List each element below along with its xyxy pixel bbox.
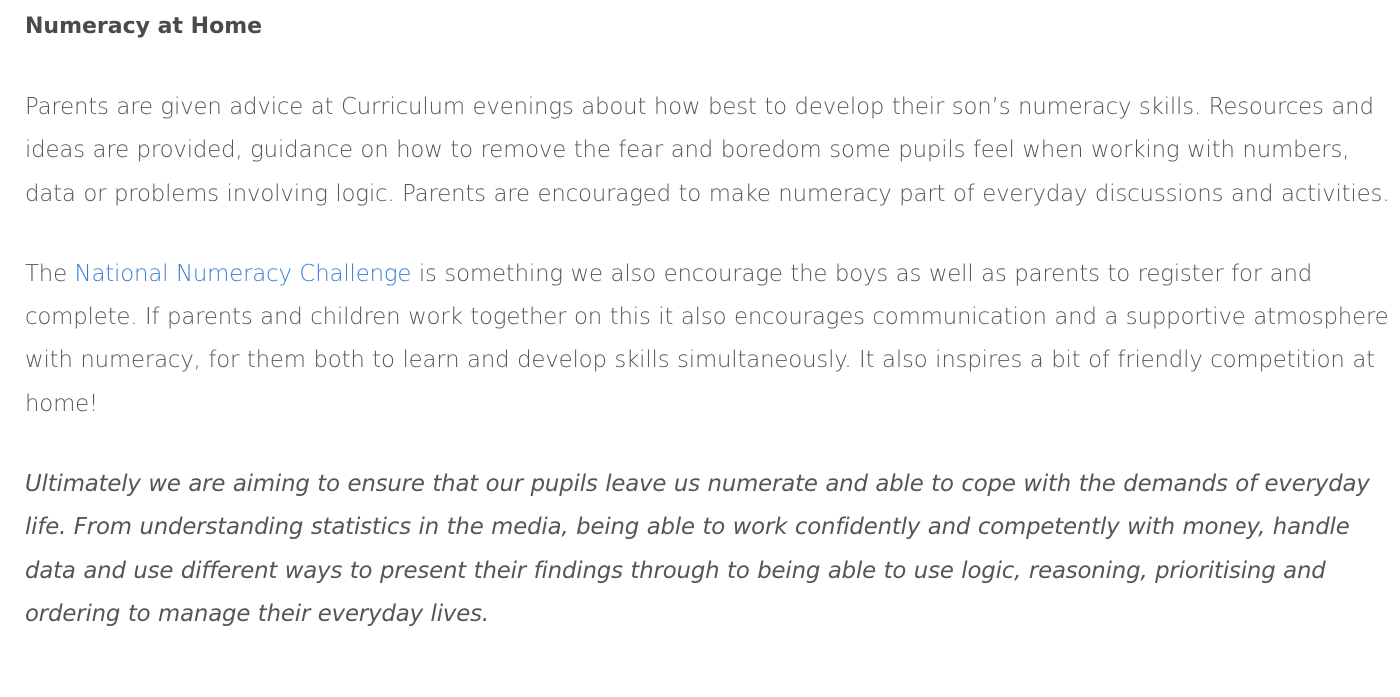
paragraph-aims-italic: Ultimately we are aiming to ensure that our pupils leave us numerate and able to cope with the demands of everyday life. From understanding statistics in the media, being able to work confidently and competently with money, handle data and use different ways to present their findings through to being able to use logic, reasoning, prioritising and ordering to manage their everyday lives.	[25, 471, 1370, 627]
paragraph-numeracy-challenge	[25, 253, 1395, 426]
article-content	[25, 0, 1395, 636]
page-title: Numeracy at Home	[25, 14, 263, 39]
paragraph-prefix-text: The	[25, 260, 75, 287]
paragraph-parent-advice: Parents are given advice at Curriculum evenings about how best to develop their son’s numeracy skills. Resources and ideas are provided, guidance on how to remove the fear and boredom some pupils feel when working with numbers, data or problems involving logic. Parents are encouraged to make numeracy part of everyday discussions and activities.	[25, 94, 1390, 207]
national-numeracy-challenge-link[interactable]: National Numeracy Challenge	[74, 260, 412, 287]
paragraph-suffix-text: is something we also encourage the boys as well as parents to register for and complete. If parents and children work together on this it also encourages communication and a supportive atmosphere with numeracy, for them both to learn and develop skills simultaneously. It also inspires a bit of friendly competition at home!	[25, 260, 1389, 417]
